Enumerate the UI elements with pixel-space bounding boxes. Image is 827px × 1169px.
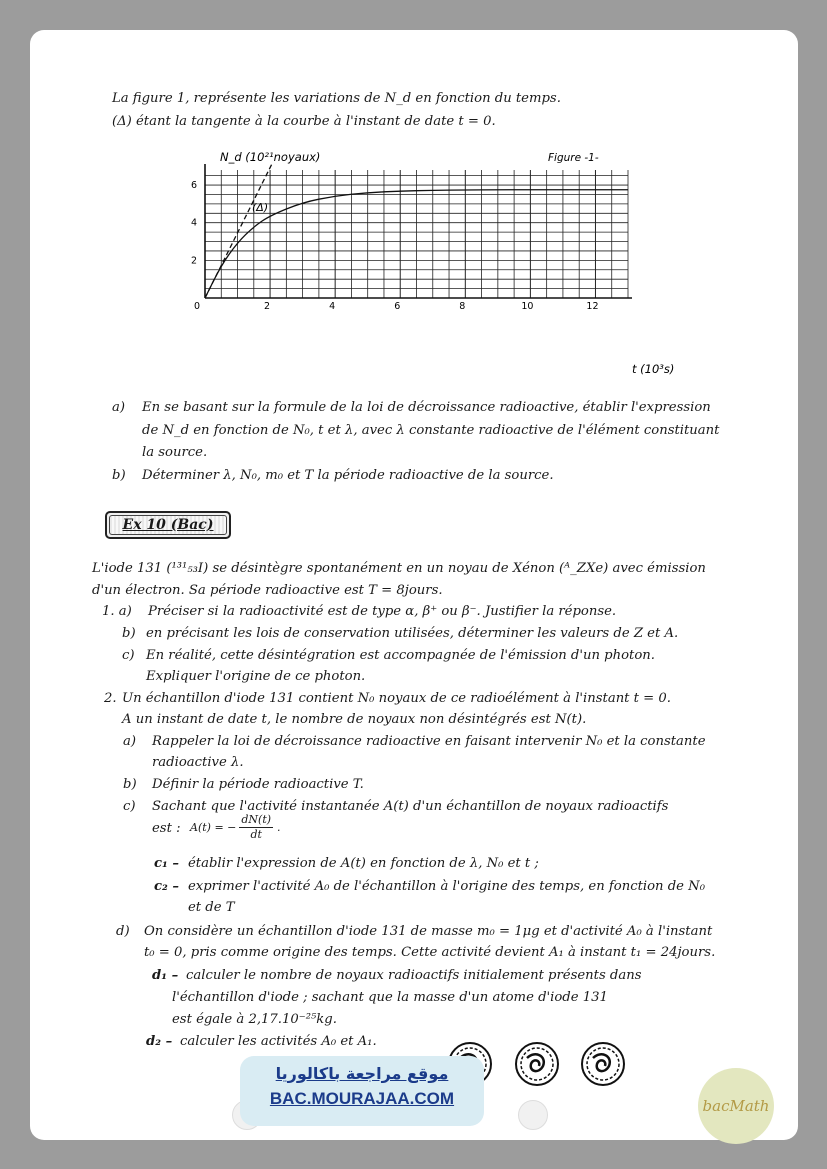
intro-line-2: (Δ) étant la tangente à la courbe à l'instant de date t = 0. bbox=[112, 114, 496, 129]
d1-line-1: calculer le nombre de noyaux radioactifs initialement présents dans bbox=[186, 968, 642, 983]
p1a-number: 1. a) bbox=[102, 604, 132, 619]
formula-numerator: dN(t) bbox=[241, 813, 272, 826]
p2-line-2: A un instant de date t, le nombre de noyaux non désintégrés est N(t). bbox=[122, 712, 587, 727]
p2a-label: a) bbox=[123, 734, 137, 749]
x-tick-label: 8 bbox=[459, 301, 466, 312]
p2b-text: Définir la période radioactive T. bbox=[152, 777, 364, 792]
x-tick-label: 0 bbox=[193, 301, 201, 312]
formula-lhs: A(t) = − bbox=[190, 821, 237, 834]
q1a-line-2: de N_d en fonction de N₀, t et λ, avec λ constante radioactive de l'élément constituant bbox=[142, 423, 720, 438]
exercise-title-box bbox=[105, 511, 231, 539]
p1b-text: en précisant les lois de conservation utilisées, déterminer les valeurs de Z et A. bbox=[146, 626, 679, 641]
x-tick-label: 4 bbox=[329, 301, 336, 312]
p1b-label: b) bbox=[122, 626, 136, 641]
c2-line-2: et de T bbox=[188, 900, 235, 915]
site-logo-icon bbox=[518, 1100, 548, 1130]
y-tick-label: 6 bbox=[190, 180, 197, 192]
x-tick-label: 12 bbox=[586, 301, 599, 312]
d1-line-3: est égale à 2,17.10⁻²⁵kg. bbox=[172, 1012, 337, 1027]
q1a-line-3: la source. bbox=[142, 445, 208, 460]
c2-label: c₂ – bbox=[154, 879, 179, 894]
p2d-line-2: t₀ = 0, pris comme origine des temps. Cette activité devient A₁ à instant t₁ = 24jours. bbox=[144, 945, 716, 960]
ornament-icon bbox=[582, 1043, 624, 1085]
p2a-line-2: radioactive λ. bbox=[152, 755, 244, 770]
p2a-line-1: Rappeler la loi de décroissance radioactive en faisant intervenir N₀ et la constante bbox=[152, 734, 706, 749]
d1-line-2: l'échantillon d'iode ; sachant que la masse d'un atome d'iode 131 bbox=[172, 990, 608, 1005]
p1c-line-2: Expliquer l'origine de ce photon. bbox=[146, 669, 366, 684]
p2-line-1: Un échantillon d'iode 131 contient N₀ noyaux de ce radioélément à l'instant t = 0. bbox=[122, 691, 671, 706]
p2-number: 2. bbox=[104, 691, 117, 706]
y-tick-label: 4 bbox=[190, 217, 197, 229]
tangent-label: (Δ) bbox=[252, 201, 269, 214]
p1c-line-1: En réalité, cette désintégration est accompagnée de l'émission d'un photon. bbox=[146, 648, 655, 663]
figure-1-chart bbox=[30, 145, 798, 385]
p2b-label: b) bbox=[123, 777, 137, 792]
document-page bbox=[30, 30, 798, 1140]
c1-label: c₁ – bbox=[154, 856, 179, 871]
p2c-line-1: Sachant que l'activité instantanée A(t) d'un échantillon de noyaux radioactifs bbox=[152, 799, 669, 814]
q1b-label: b) bbox=[112, 468, 126, 483]
p2c-label: c) bbox=[123, 799, 136, 814]
d2-label: d₂ – bbox=[146, 1034, 173, 1049]
p1c-label: c) bbox=[122, 648, 135, 663]
footer-url-link[interactable]: BAC.MOURAJAA.COM bbox=[269, 1089, 455, 1108]
d1-label: d₁ – bbox=[152, 968, 179, 983]
bacmath-badge: bacMath bbox=[698, 1068, 774, 1144]
p2c-line-2: est : bbox=[152, 821, 181, 836]
x-tick-label: 6 bbox=[394, 301, 401, 312]
ornament-icon bbox=[516, 1043, 558, 1085]
x-tick-label: 2 bbox=[264, 301, 271, 312]
p2d-line-1: On considère un échantillon d'iode 131 de masse m₀ = 1μg et d'activité A₀ à l'instant bbox=[144, 924, 713, 939]
c2-line-1: exprimer l'activité A₀ de l'échantillon à l'origine des temps, en fonction de N₀ bbox=[188, 879, 705, 894]
q1a-label: a) bbox=[112, 400, 126, 415]
c1-text: établir l'expression de A(t) en fonction de λ, N₀ et t ; bbox=[188, 856, 539, 871]
exercise-title: Ex 10 (Bac) bbox=[109, 515, 227, 535]
p1a-text: Préciser si la radioactivité est de type α, β⁺ ou β⁻. Justifier la réponse. bbox=[148, 604, 617, 619]
activity-formula: A(t) = − $\frac{dN(t)}{dt}$ . bbox=[190, 813, 281, 841]
y-tick-label: 2 bbox=[190, 255, 197, 267]
ex10-intro-1: L'iode 131 (¹³¹₅₃I) se désintègre spontanément en un noyau de Xénon (ᴬ_ZXe) avec émission bbox=[92, 561, 706, 576]
q1a-line-1: En se basant sur la formule de la loi de décroissance radioactive, établir l'expression bbox=[142, 400, 711, 415]
y-axis-label: N_d (10²¹noyaux) bbox=[220, 150, 321, 164]
d2-text: calculer les activités A₀ et A₁. bbox=[180, 1034, 377, 1049]
p2d-label: d) bbox=[116, 924, 130, 939]
intro-line-1: La figure 1, représente les variations de N_d en fonction du temps. bbox=[112, 91, 561, 106]
x-tick-label: 10 bbox=[521, 301, 534, 312]
q1b-line: Déterminer λ, N₀, m₀ et T la période radioactive de la source. bbox=[142, 468, 554, 483]
formula-denominator: dt bbox=[250, 828, 262, 841]
chart-axes bbox=[205, 164, 632, 298]
footer-banner[interactable] bbox=[240, 1056, 484, 1126]
footer-arabic-title[interactable]: موقع مراجعة باكالوريا bbox=[275, 1064, 449, 1083]
x-axis-label: t (10³s) bbox=[632, 362, 675, 376]
chart-tick-labels bbox=[191, 180, 599, 312]
figure-title: Figure -1- bbox=[548, 152, 599, 164]
ex10-intro-2: d'un électron. Sa période radioactive est T = 8jours. bbox=[92, 583, 443, 598]
